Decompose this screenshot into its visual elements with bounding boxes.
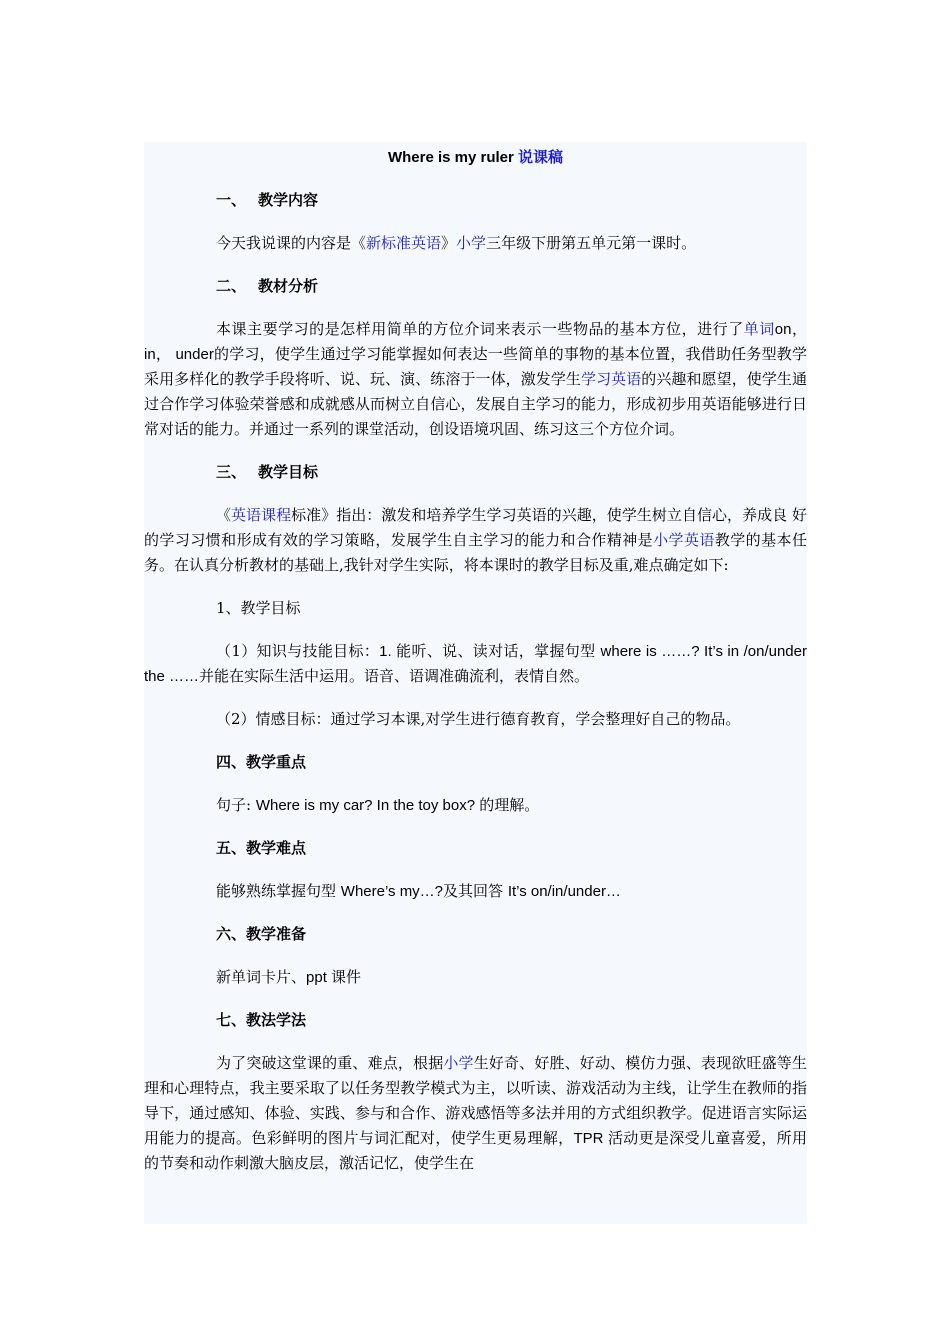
section-5-heading: 五、教学难点 xyxy=(216,839,307,857)
text-span: 课件 xyxy=(331,968,362,986)
text-span: 为了突破这堂课的重、难点，根据 xyxy=(216,1054,444,1072)
title-link[interactable]: 说课稿 xyxy=(518,149,564,166)
link-primary-school[interactable]: 小学 xyxy=(456,234,487,252)
spacer xyxy=(144,256,807,274)
document-content xyxy=(144,142,807,1176)
spacer xyxy=(144,947,807,965)
section-2-number: 二、 xyxy=(216,277,247,295)
text-span: 《 xyxy=(216,506,232,524)
section-1-paragraph xyxy=(144,231,807,256)
spacer xyxy=(144,861,807,879)
text-span: 1. xyxy=(379,643,397,660)
text-span: 三年级下册第五单元第一课时。 xyxy=(486,234,697,252)
section-2-title: 教材分析 xyxy=(258,277,319,295)
text-span: 的学习，使学生通过学习能掌握如何表达一些简单的事物的基本位置，我借助任务型教学采用多样化的教学手段将听、说、玩、演、练溶于一体，激发学生 xyxy=(144,345,807,388)
spacer xyxy=(144,904,807,922)
section-6-paragraph xyxy=(144,965,807,990)
section-7-paragraph xyxy=(144,1051,807,1176)
link-textbook[interactable]: 新标准英语 xyxy=(366,234,442,252)
text-span: 能听、说、读对话，掌握句型 xyxy=(396,642,601,660)
text-span: 生好奇、好胜、好动、模仿力强、表现欲旺盛等生理和心理特点，我主要采取了以任务型教学模式为主，以听读、游戏活动为主线，让学生在教师的指导下，通过感知、体验、实践、参与和合作、游戏感悟等多法并用的方式组织教学。促进语言实际运用能力的提高。色彩鲜明的图片与词汇配对，使学生更易理解， xyxy=(144,1054,807,1147)
section-3-paragraph xyxy=(144,503,807,578)
document-title xyxy=(144,145,807,170)
text-span: 新单词卡片、 xyxy=(216,968,307,986)
link-word[interactable]: 单词 xyxy=(743,320,775,338)
title-text: Where is my ruler xyxy=(387,149,519,166)
section-2-paragraph xyxy=(144,317,807,442)
section-7-heading: 七、教法学法 xyxy=(216,1011,307,1029)
section-1-heading xyxy=(144,188,807,213)
spacer xyxy=(144,213,807,231)
link-english-curriculum[interactable]: 英语课程 xyxy=(231,506,292,524)
section-4-heading: 四、教学重点 xyxy=(216,753,307,771)
text-span: It’s on/in/under… xyxy=(507,883,621,900)
text-span: Where is my car? In the toy box? xyxy=(255,797,480,814)
text-span: 并能在实际生活中运用。语音、语调准确流利，表情自然。 xyxy=(199,667,590,685)
section-3-heading xyxy=(144,460,807,485)
text-span: 句子: xyxy=(216,796,256,814)
text-span: 活动更是深受儿童喜爱，所用的节奏和动作刺激大脑皮层，激活记忆，使学生在 xyxy=(144,1129,807,1172)
text-span: 及其回答 xyxy=(443,882,508,900)
section-1-title: 教学内容 xyxy=(258,191,319,209)
spacer xyxy=(144,485,807,503)
text-span: 教学的基本任务。在认真分析教材的基础上,我针对学生实际，将本课时的教学目标及重,难点确定如下: xyxy=(144,531,807,574)
text-span: where is ……? It’s in /on/under the …… xyxy=(144,643,807,685)
text-span: 能够熟练掌握句型 xyxy=(216,882,341,900)
spacer xyxy=(144,1033,807,1051)
link-primary-english[interactable]: 小学英语 xyxy=(653,531,715,549)
spacer xyxy=(144,578,807,596)
section-3-title: 教学目标 xyxy=(258,463,319,481)
spacer xyxy=(144,732,807,750)
text-span: 本课主要学习的是怎样用简单的方位介词来表示一些物品的基本方位，进行了 xyxy=(216,320,744,338)
text-span: TPR xyxy=(573,1130,608,1147)
goal-heading: 1、教学目标 xyxy=(216,599,301,617)
goal-2-paragraph: （2）情感目标：通过学习本课,对学生进行德育教育，学会整理好自己的物品。 xyxy=(216,710,741,728)
section-5-paragraph xyxy=(144,879,807,904)
spacer xyxy=(144,621,807,639)
spacer xyxy=(144,299,807,317)
spacer xyxy=(144,775,807,793)
text-span: （1）知识与技能目标： xyxy=(216,642,380,660)
text-span: ppt xyxy=(306,969,332,986)
spacer xyxy=(144,990,807,1008)
link-learn-english[interactable]: 学习英语 xyxy=(581,370,642,388)
text-span: 的理解。 xyxy=(479,796,540,814)
text-span: 的兴趣和愿望，使学生通过合作学习体验荣誉感和成就感从而树立自信心，发展自主学习的能力，形成初步用英语能够进行日常对话的能力。并通过一系列的课堂活动，创设语境巩固、练习这三个方位介词。 xyxy=(144,370,807,438)
text-span: on， in， under xyxy=(144,321,807,363)
spacer xyxy=(144,689,807,707)
text-span: 》 xyxy=(441,234,457,252)
section-2-heading xyxy=(144,274,807,299)
section-1-number: 一、 xyxy=(216,191,247,209)
link-primary-school-2[interactable]: 小学 xyxy=(443,1054,474,1072)
section-4-paragraph xyxy=(144,793,807,818)
spacer xyxy=(144,442,807,460)
text-span: 今天我说课的内容是《 xyxy=(216,234,367,252)
spacer xyxy=(144,170,807,188)
section-3-number: 三、 xyxy=(216,463,247,481)
goal-1-paragraph xyxy=(144,639,807,689)
text-span: Where’s my…? xyxy=(340,883,444,900)
text-span: 标准》指出：激发和培养学生学习英语的兴趣，使学生树立自信心，养成良 好的学习习惯和形成有效的学习策略，发展学生自主学习的能力和合作精神是 xyxy=(144,506,807,549)
spacer xyxy=(144,818,807,836)
section-6-heading: 六、教学准备 xyxy=(216,925,307,943)
